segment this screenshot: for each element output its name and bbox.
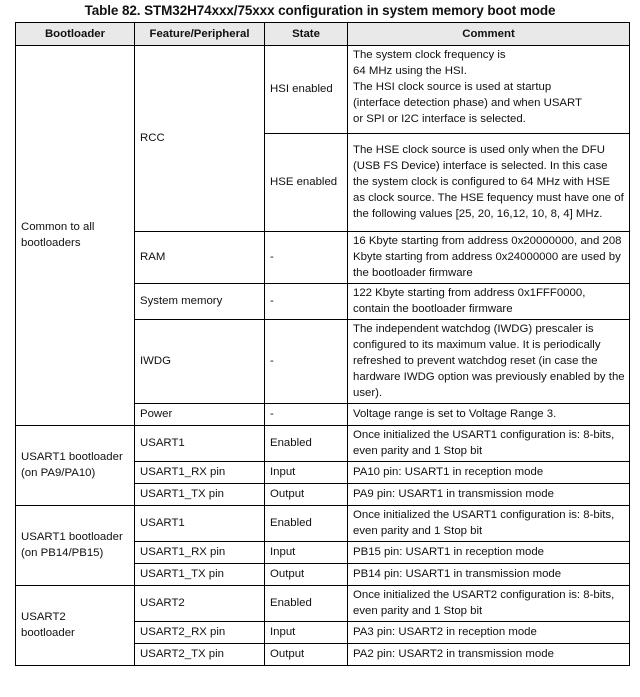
- feature-usart1-rx: USART1_RX pin: [135, 542, 265, 564]
- comment-hsi-line1: The system clock frequency is 64 MHz using the HSI.: [353, 49, 506, 77]
- comment-usart2: Once initialized the USART2 configuration is: 8-bits, even parity and 1 Stop bit: [348, 586, 630, 622]
- state-iwdg: -: [265, 320, 348, 404]
- feature-power: Power: [135, 404, 265, 426]
- boot-config-table: [15, 22, 630, 666]
- state-hse: HSE enabled: [265, 134, 348, 232]
- state-hsi: HSI enabled: [265, 46, 348, 134]
- feature-usart1-tx: USART1_TX pin: [135, 484, 265, 506]
- bootloader-usart2: USART2 bootloader: [16, 586, 135, 666]
- comment-sysmem: 122 Kbyte starting from address 0x1FFF0000, contain the bootloader firmware: [348, 284, 630, 320]
- header-comment: Comment: [348, 23, 630, 46]
- feature-usart1-rx: USART1_RX pin: [135, 462, 265, 484]
- state-usart1: Enabled: [265, 506, 348, 542]
- comment-hsi-line2: The HSI clock source is used at startup (interface detection phase) and when USART or SPI or I2C interface is selected.: [353, 81, 582, 125]
- state-ram: -: [265, 232, 348, 284]
- comment-hse: The HSE clock source is used only when the DFU (USB FS Device) interface is selected. In this case the system clock is configured to 64 MHz with HSE as clock source. The HSE fequency must have one of the following values [25, 20, 16,12, 10, 8, 4] MHz.: [348, 134, 630, 232]
- comment-usart1: Once initialized the USART1 configuration is: 8-bits, even parity and 1 Stop bit: [348, 506, 630, 542]
- table-row: [16, 586, 630, 622]
- state-sysmem: -: [265, 284, 348, 320]
- bootloader-common: Common to all bootloaders: [16, 46, 135, 426]
- header-row: [16, 23, 630, 46]
- header-bootloader: Bootloader: [16, 23, 135, 46]
- feature-sysmem: System memory: [135, 284, 265, 320]
- table-row: [16, 46, 630, 134]
- comment-hsi: [348, 46, 630, 134]
- feature-usart1: USART1: [135, 506, 265, 542]
- state-usart1-tx: Output: [265, 484, 348, 506]
- bootloader-usart1-pa: USART1 bootloader (on PA9/PA10): [16, 426, 135, 506]
- comment-usart2-rx: PA3 pin: USART2 in reception mode: [348, 622, 630, 644]
- table-row: [16, 506, 630, 542]
- state-power: -: [265, 404, 348, 426]
- table-caption: Table 82. STM32H74xxx/75xxx configuration in system memory boot mode: [84, 3, 556, 18]
- header-feature: Feature/Peripheral: [135, 23, 265, 46]
- state-usart2-rx: Input: [265, 622, 348, 644]
- comment-usart1-rx: PA10 pin: USART1 in reception mode: [348, 462, 630, 484]
- comment-usart1-tx: PA9 pin: USART1 in transmission mode: [348, 484, 630, 506]
- feature-usart2: USART2: [135, 586, 265, 622]
- state-usart1: Enabled: [265, 426, 348, 462]
- bootloader-usart1-pb: USART1 bootloader (on PB14/PB15): [16, 506, 135, 586]
- state-usart1-tx: Output: [265, 564, 348, 586]
- feature-usart2-tx: USART2_TX pin: [135, 644, 265, 666]
- state-usart1-rx: Input: [265, 462, 348, 484]
- comment-power: Voltage range is set to Voltage Range 3.: [348, 404, 630, 426]
- feature-usart2-rx: USART2_RX pin: [135, 622, 265, 644]
- feature-ram: RAM: [135, 232, 265, 284]
- feature-usart1: USART1: [135, 426, 265, 462]
- state-usart2: Enabled: [265, 586, 348, 622]
- header-state: State: [265, 23, 348, 46]
- comment-usart2-tx: PA2 pin: USART2 in transmission mode: [348, 644, 630, 666]
- feature-usart1-tx: USART1_TX pin: [135, 564, 265, 586]
- comment-usart1-rx: PB15 pin: USART1 in reception mode: [348, 542, 630, 564]
- state-usart2-tx: Output: [265, 644, 348, 666]
- feature-iwdg: IWDG: [135, 320, 265, 404]
- feature-rcc: RCC: [135, 46, 265, 232]
- comment-iwdg: The independent watchdog (IWDG) prescaler is configured to its maximum value. It is periodically refreshed to prevent watchdog reset (in case the hardware IWDG option was previously enabled by the user).: [348, 320, 630, 404]
- table-row: [16, 426, 630, 462]
- comment-ram: 16 Kbyte starting from address 0x20000000, and 208 Kbyte starting from address 0x24000000 are used by the bootloader firmware: [348, 232, 630, 284]
- comment-usart1-tx: PB14 pin: USART1 in transmission mode: [348, 564, 630, 586]
- state-usart1-rx: Input: [265, 542, 348, 564]
- comment-usart1: Once initialized the USART1 configuration is: 8-bits, even parity and 1 Stop bit: [348, 426, 630, 462]
